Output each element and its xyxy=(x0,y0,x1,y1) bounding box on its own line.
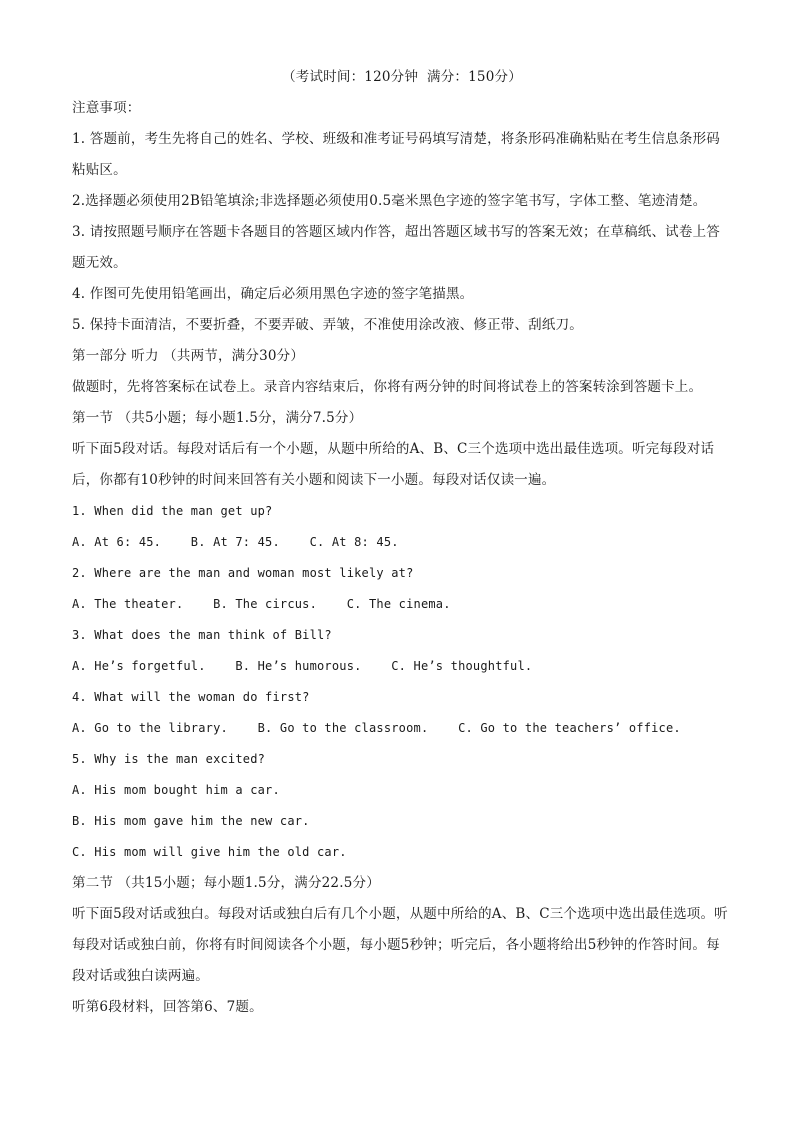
part1-title: 第一部分 听力 （共两节，满分30分） xyxy=(72,348,305,364)
notice-item: 1. 答题前，考生先将自己的姓名、学校、班级和准考证号码填写清楚，将条形码准确粘贴在考生信息条形码粘贴区。 xyxy=(72,131,720,178)
question-3: 3. What does the man think of Bill? xyxy=(72,628,332,642)
notice-item: 4. 作图可先使用铅笔画出，确定后必须用黑色字迹的签字笔描黑。 xyxy=(72,286,474,302)
question-5-option-c: C. His mom will give him the old car. xyxy=(72,845,347,859)
part1-intro: 做题时，先将答案标在试卷上。录音内容结束后，你将有两分钟的时间将试卷上的答案转涂到答题卡上。 xyxy=(72,379,703,395)
question-2: 2. Where are the man and woman most likely at? xyxy=(72,566,414,580)
question-5: 5. Why is the man excited? xyxy=(72,752,266,766)
section2-instructions: 听下面5段对话或独白。每段对话或独白后有几个小题，从题中所给的A、B、C三个选项中选出最佳选项。听每段对话或独白前，你将有时间阅读各个小题，每小题5秒钟；听完后，各小题将给出5秒钟的作答时间。每段对话或独白读两遍。 xyxy=(72,906,728,984)
exam-page xyxy=(72,62,732,1023)
question-4-options: A. Go to the library. B. Go to the classroom. C. Go to the teachers’ office. xyxy=(72,721,681,735)
notice-item: 5. 保持卡面清洁，不要折叠，不要弄破、弄皱，不准使用涂改液、修正带、刮纸刀。 xyxy=(72,317,583,333)
question-5-option-b: B. His mom gave him the new car. xyxy=(72,814,310,828)
exam-header: （考试时间：120分钟 满分：150分） xyxy=(282,69,522,85)
question-4: 4. What will the woman do first? xyxy=(72,690,310,704)
notice-item: 2.选择题必须使用2B铅笔填涂;非选择题必须使用0.5毫米黑色字迹的签字笔书写，字体工整、笔迹清楚。 xyxy=(72,193,707,209)
notice-title: 注意事项： xyxy=(72,100,141,116)
material-6-heading: 听第6段材料，回答第6、7题。 xyxy=(72,999,263,1015)
question-3-options: A. He’s forgetful. B. He’s humorous. C. He’s thoughtful. xyxy=(72,659,533,673)
question-5-option-a: A. His mom bought him a car. xyxy=(72,783,280,797)
section2-title: 第二节 （共15小题；每小题1.5分，满分22.5分） xyxy=(72,875,380,891)
question-1-options: A. At 6: 45. B. At 7: 45. C. At 8: 45. xyxy=(72,535,399,549)
section1-title: 第一节 （共5小题；每小题1.5分，满分7.5分） xyxy=(72,410,363,426)
question-2-options: A. The theater. B. The circus. C. The cinema. xyxy=(72,597,451,611)
question-1: 1. When did the man get up? xyxy=(72,504,273,518)
notice-item: 3. 请按照题号顺序在答题卡各题目的答题区域内作答，超出答题区域书写的答案无效；在草稿纸、试卷上答题无效。 xyxy=(72,224,720,271)
section1-instructions: 听下面5段对话。每段对话后有一个小题，从题中所给的A、B、C三个选项中选出最佳选项。听完每段对话后，你都有10秒钟的时间来回答有关小题和阅读下一小题。每段对话仅读一遍。 xyxy=(72,441,715,488)
